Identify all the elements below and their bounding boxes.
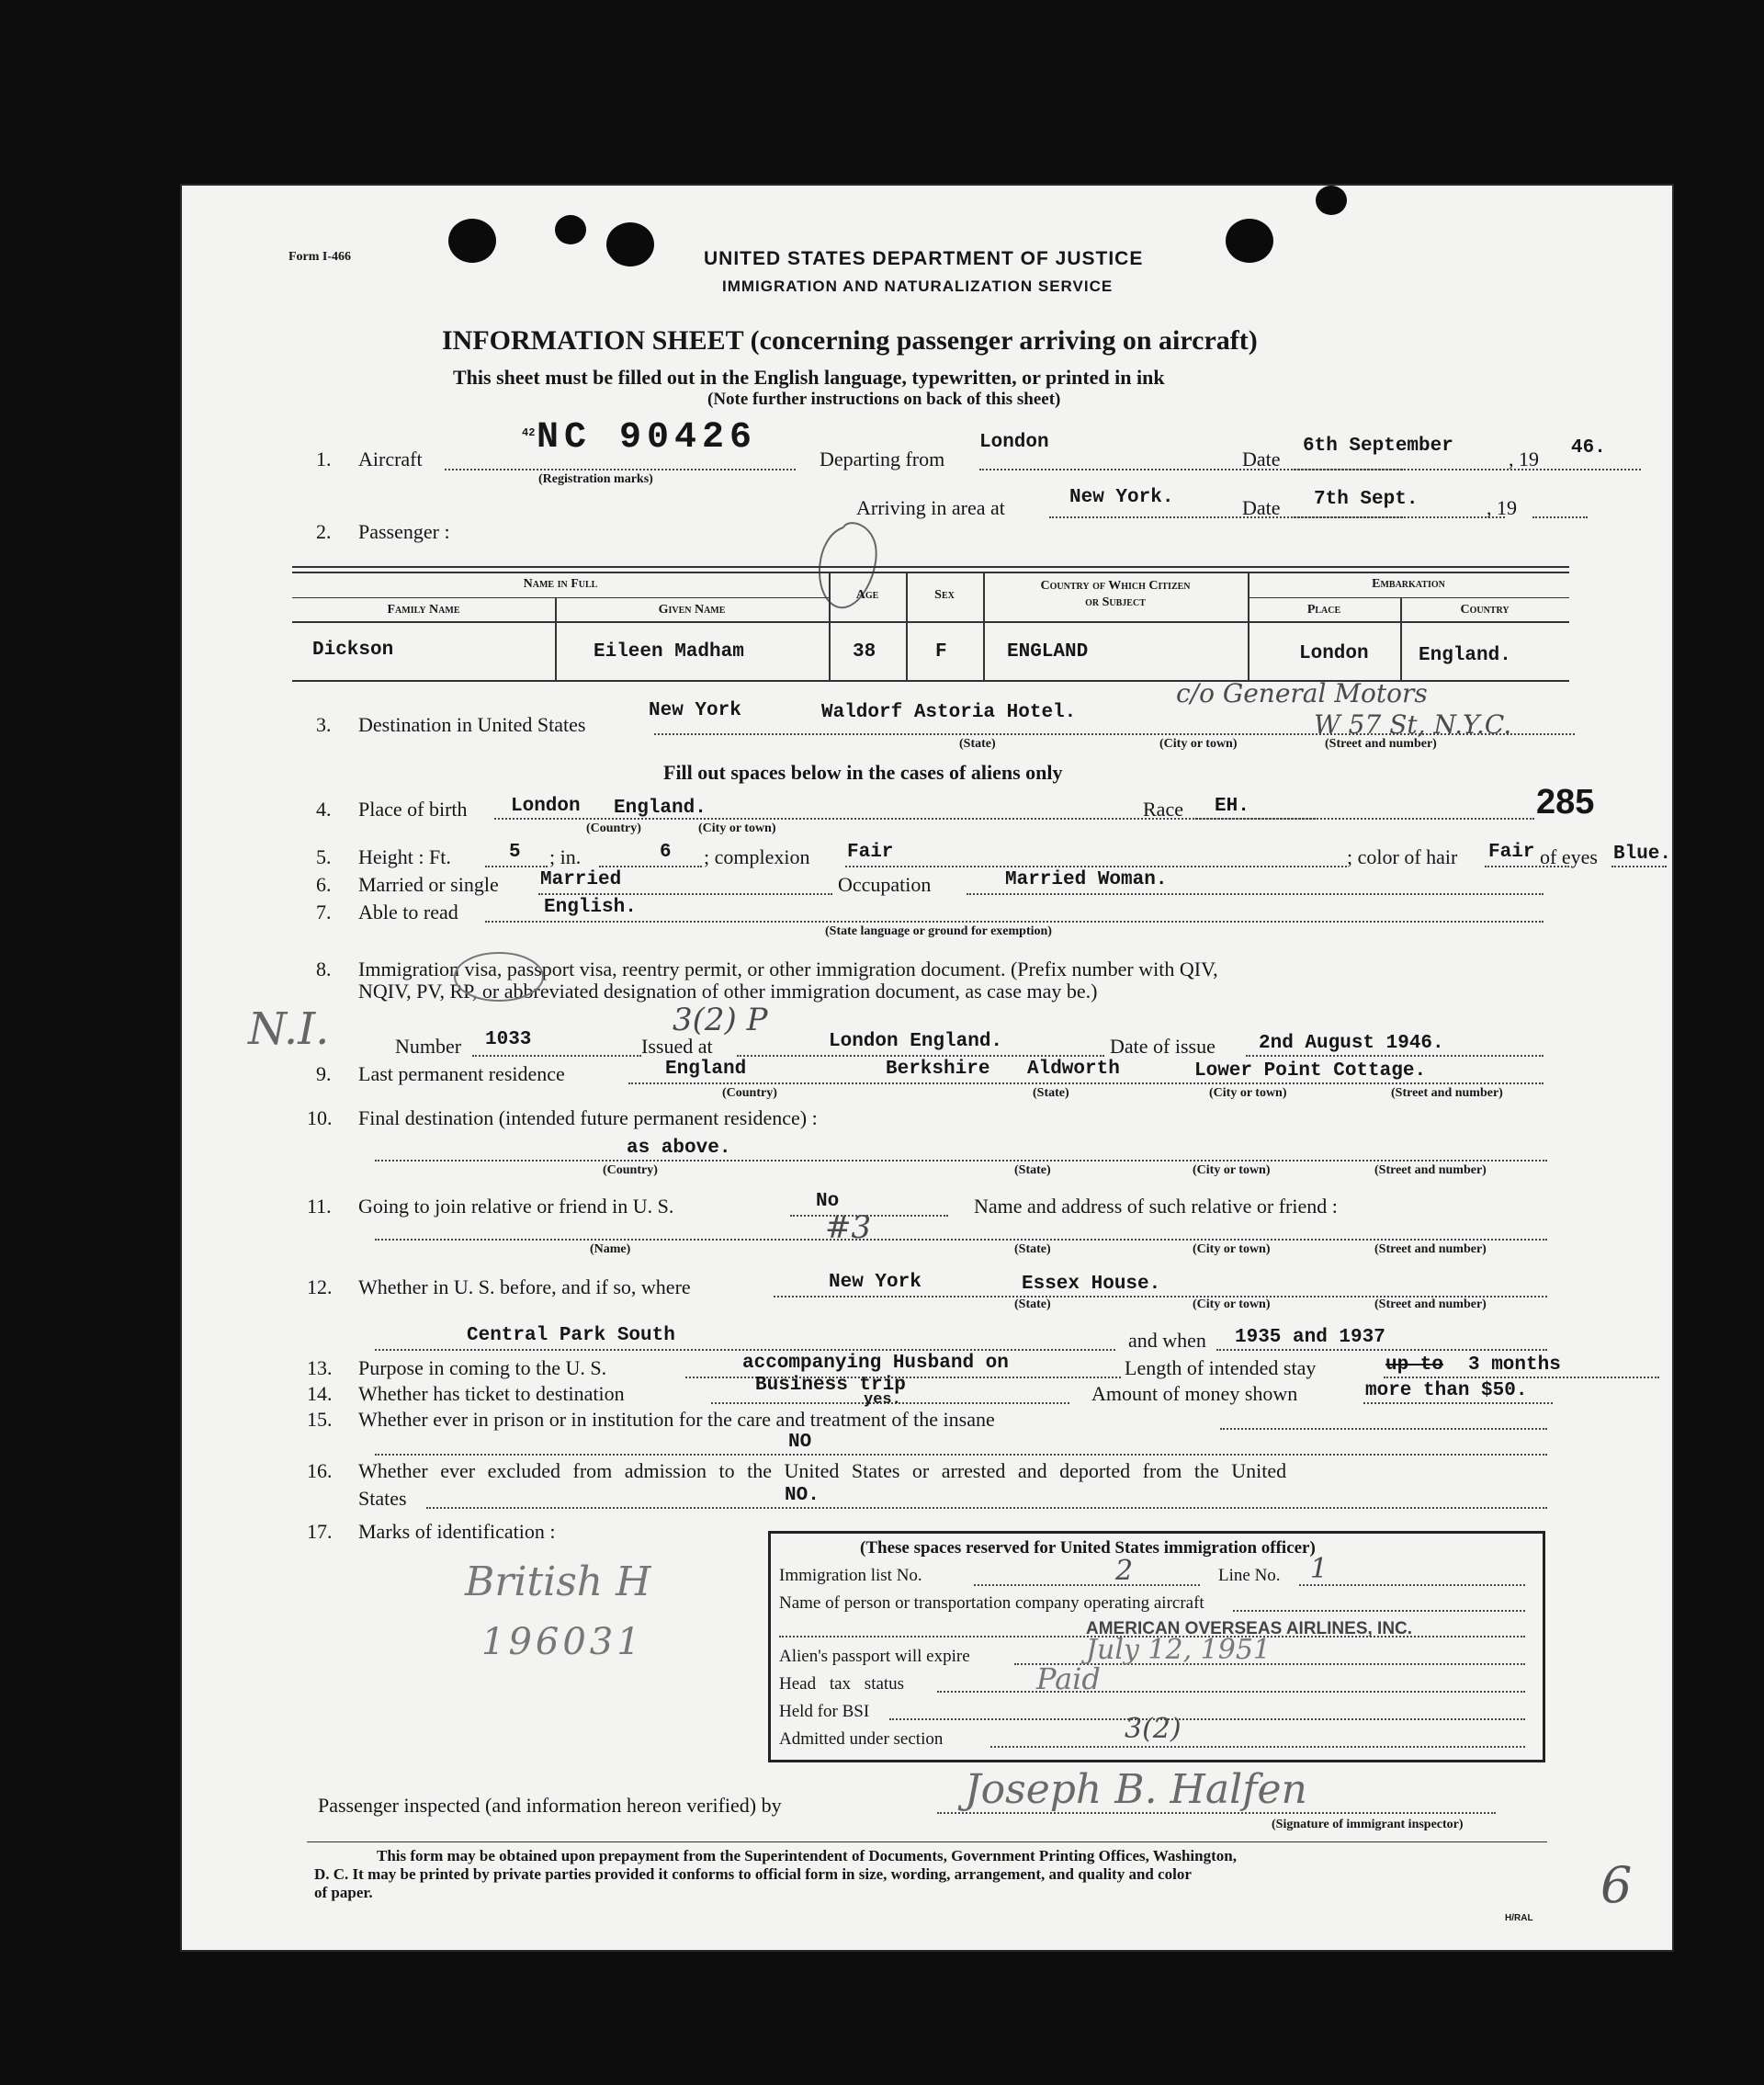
residence-city: Aldworth	[1027, 1059, 1120, 1080]
read-caption: (State language or ground for exemption)	[825, 924, 1052, 938]
height-in-value: 6	[660, 842, 672, 863]
city-caption: (City or town)	[1193, 1242, 1271, 1256]
when-line	[1216, 1349, 1547, 1351]
join-relative-value: No	[816, 1191, 840, 1212]
ticket-label: Whether has ticket to destination	[358, 1382, 625, 1405]
visa-text-1: Immigration visa, passport visa, reentry permit, or other immigration document. (Prefix number with QIV,	[358, 958, 1218, 980]
race-label: Race	[1143, 798, 1183, 821]
item-number: 2.	[316, 520, 332, 543]
passport-expire-value: July 12, 1951	[1086, 1634, 1272, 1666]
arriving-label: Arriving in area at	[856, 496, 1005, 519]
street-caption: (Street and number)	[1325, 737, 1437, 751]
previous-visit-street: Central Park South	[467, 1325, 675, 1346]
item-number: 14.	[307, 1382, 333, 1405]
stay-line	[1384, 1377, 1659, 1378]
item-number: 1.	[316, 448, 332, 470]
marital-value: Married	[540, 869, 622, 890]
street-caption: (Street and number)	[1374, 1163, 1487, 1177]
race-value: EH.	[1215, 796, 1250, 817]
relative-address-line	[375, 1239, 1547, 1241]
race-line	[1193, 818, 1534, 820]
height-in-label: ; in.	[549, 845, 582, 868]
visa-text-2: NQIV, PV, RP, or abbreviated designation of other immigration document, as case may be.)	[358, 980, 1098, 1003]
punch-hole	[448, 219, 496, 263]
footer-text-1: This form may be obtained upon prepayment from the Superintendent of Documents, Government Printing Offices, Washington,	[377, 1847, 1237, 1864]
birth-place-label: Place of birth	[358, 798, 468, 821]
sex-cell: F	[935, 641, 947, 663]
residence-country: England	[665, 1059, 747, 1080]
departing-value: London	[979, 432, 1049, 453]
citizenship-header-2: or Subject	[1085, 595, 1146, 609]
residence-state: Berkshire	[886, 1059, 990, 1080]
occupation-label: Occupation	[838, 873, 932, 896]
state-caption: (State)	[959, 737, 996, 751]
item-number: 10.	[307, 1106, 333, 1129]
city-caption: (City or town)	[698, 822, 776, 835]
handwritten-oval-mark	[448, 945, 549, 1009]
read-value: English.	[544, 897, 637, 918]
sex-header: Sex	[934, 588, 955, 602]
year-prefix: , 19	[1509, 448, 1539, 470]
item-number: 8.	[316, 958, 332, 980]
citizenship-header: Country of Which Citizen	[1040, 579, 1191, 593]
admitted-section-line	[990, 1746, 1525, 1748]
embarkation-header: Embarkation	[1372, 577, 1445, 591]
date-label: Date	[1242, 448, 1281, 470]
hair-label: ; color of hair	[1347, 845, 1458, 868]
excluded-line	[426, 1507, 1547, 1509]
state-caption: (State)	[1014, 1242, 1051, 1256]
identification-number-handwritten: 196031	[481, 1621, 644, 1663]
complexion-value: Fair	[847, 842, 894, 863]
stay-value: 3 months	[1468, 1354, 1561, 1376]
aircraft-value: NC 90426	[537, 417, 758, 459]
city-caption: (City or town)	[1209, 1086, 1287, 1100]
read-label: Able to read	[358, 901, 458, 924]
age-header: Age	[855, 588, 879, 602]
family-name-header: Family Name	[387, 603, 460, 617]
arriving-value: New York.	[1069, 487, 1174, 508]
name-in-full-header: Name in Full	[523, 577, 598, 591]
issue-date-line	[1246, 1055, 1544, 1057]
relative-handwritten-mark: #3	[825, 1209, 872, 1246]
given-name-cell: Eileen Madham	[594, 641, 744, 663]
date2-value: 7th Sept.	[1314, 489, 1419, 510]
footer-rule	[307, 1841, 1547, 1842]
money-value: more than $50.	[1365, 1380, 1528, 1401]
head-tax-label: Head tax status	[779, 1674, 905, 1694]
name-caption: (Name)	[590, 1242, 631, 1256]
list-no-line	[974, 1584, 1200, 1586]
previous-visit-city: Essex House.	[1022, 1274, 1161, 1295]
prison-value: NO	[788, 1432, 812, 1453]
inspector-signature: Joseph B. Halfen	[965, 1766, 1307, 1813]
relative-name-label: Name and address of such relative or friend :	[974, 1195, 1338, 1218]
money-line	[1363, 1402, 1553, 1404]
item-number: 15.	[307, 1408, 333, 1431]
citizen-cell: ENGLAND	[1007, 641, 1089, 663]
issue-date-label: Date of issue	[1110, 1035, 1216, 1058]
family-name-cell: Dickson	[312, 640, 394, 661]
item-number: 17.	[307, 1520, 333, 1543]
signature-caption: (Signature of immigrant inspector)	[1272, 1818, 1464, 1831]
item-number: 16.	[307, 1459, 333, 1482]
form-number: Form I-466	[288, 250, 352, 264]
registration-caption: (Registration marks)	[538, 472, 653, 486]
excluded-label: Whether ever excluded from admission to the United States or arrested and deported from the United	[358, 1459, 1287, 1482]
item-number: 7.	[316, 901, 332, 924]
item-number: 5.	[316, 845, 332, 868]
read-line	[485, 921, 1544, 923]
previous-visit-state: New York	[829, 1272, 922, 1293]
height-label: Height : Ft.	[358, 845, 451, 868]
punch-hole	[1316, 186, 1347, 215]
purpose-value: accompanying Husband on	[742, 1353, 1009, 1374]
year2-line	[1532, 516, 1588, 518]
stamped-number: 285	[1536, 783, 1595, 822]
embark-country-cell: England.	[1419, 645, 1511, 666]
height-ft-line	[485, 866, 548, 867]
footer-text-2: D. C. It may be printed by private parties provided it conforms to official form in size, wording, arrangement, and quality and color	[314, 1865, 1192, 1883]
item-number: 11.	[307, 1195, 332, 1218]
item-number: 9.	[316, 1062, 332, 1085]
issued-value: London England.	[829, 1031, 1003, 1052]
issue-date-value: 2nd August 1946.	[1259, 1033, 1444, 1054]
final-destination-label: Final destination (intended future permanent residence) :	[358, 1106, 818, 1129]
date2-label: Date	[1242, 496, 1281, 519]
final-destination-value: as above.	[627, 1138, 731, 1159]
margin-handwritten-note: N.I.	[248, 1003, 330, 1055]
aircraft-label: Aircraft	[358, 448, 423, 470]
street-caption: (Street and number)	[1374, 1297, 1487, 1311]
identification-label: Marks of identification :	[358, 1520, 556, 1543]
departing-label: Departing from	[820, 448, 945, 470]
final-destination-line	[375, 1160, 1547, 1161]
street-caption: (Street and number)	[1391, 1086, 1503, 1100]
date2-line	[1294, 516, 1505, 518]
excluded-label-2: States	[358, 1487, 407, 1510]
punch-hole	[606, 222, 654, 266]
list-no-label: Immigration list No.	[779, 1566, 922, 1585]
passenger-label: Passenger :	[358, 520, 450, 543]
line-no-line	[1299, 1584, 1525, 1586]
age-cell: 38	[853, 641, 876, 663]
country-caption: (Country)	[603, 1163, 658, 1177]
embark-place-cell: London	[1299, 643, 1369, 664]
aircraft-line	[445, 469, 796, 470]
punch-hole	[555, 215, 586, 244]
eyes-label: of eyes	[1540, 845, 1598, 868]
form-instruction: This sheet must be filled out in the English language, typewritten, or printed in ink	[453, 366, 1165, 389]
company-stamp: AMERICAN OVERSEAS AIRLINES, INC.	[1086, 1619, 1413, 1638]
city-caption: (City or town)	[1193, 1297, 1271, 1311]
ticket-value-above: Business trip	[755, 1375, 906, 1396]
purpose-label: Purpose in coming to the U. S.	[358, 1356, 607, 1379]
list-no-value: 2	[1115, 1555, 1134, 1587]
item-number: 4.	[316, 798, 332, 821]
eyes-value: Blue.	[1613, 844, 1672, 865]
excluded-value: NO.	[785, 1485, 820, 1506]
residence-street: Lower Point Cottage.	[1194, 1060, 1427, 1082]
occupation-line	[967, 893, 1544, 895]
service-name: IMMIGRATION AND NATURALIZATION SERVICE	[722, 278, 1114, 295]
when-label: and when	[1128, 1329, 1206, 1352]
destination-street-handwritten: c/o General Motors	[1176, 678, 1428, 708]
item-number: 12.	[307, 1275, 333, 1298]
country-caption: (Country)	[586, 822, 641, 835]
company-label: Name of person or transportation company operating aircraft	[779, 1593, 1204, 1613]
aliens-heading: Fill out spaces below in the cases of aliens only	[663, 761, 1063, 784]
prison-answer-line	[375, 1454, 1547, 1456]
identification-handwritten: British H	[465, 1558, 651, 1605]
form-note: (Note further instructions on back of this sheet)	[707, 390, 1061, 409]
marital-line	[538, 893, 832, 895]
embark-place-header: Place	[1306, 603, 1341, 617]
bsi-label: Held for BSI	[779, 1702, 870, 1721]
prison-label: Whether ever in prison or in institution for the care and treatment of the insane	[358, 1408, 995, 1431]
height-ft-value: 5	[509, 842, 521, 863]
line-no-label: Line No.	[1218, 1566, 1281, 1585]
page-number-handwritten: 6	[1600, 1856, 1633, 1914]
hair-value: Fair	[1488, 842, 1535, 863]
table-rule	[292, 566, 1569, 568]
footer-text-3: of paper.	[314, 1884, 373, 1901]
table-rule	[292, 621, 1569, 623]
state-caption: (State)	[1033, 1086, 1069, 1100]
item-number: 3.	[316, 713, 332, 736]
line-no-value: 1	[1310, 1553, 1329, 1585]
date-line	[1294, 469, 1641, 470]
country-caption: (Country)	[722, 1086, 777, 1100]
visa-number-label: Number	[395, 1035, 462, 1058]
passport-expire-label: Alien's passport will expire	[779, 1647, 970, 1666]
occupation-value: Married Woman.	[1005, 869, 1168, 890]
destination-city: Waldorf Astoria Hotel.	[821, 702, 1077, 723]
admitted-section-label: Admitted under section	[779, 1729, 944, 1749]
form-title: INFORMATION SHEET (concerning passenger arriving on aircraft)	[442, 325, 1258, 356]
state-caption: (State)	[1014, 1297, 1051, 1311]
city-caption: (City or town)	[1159, 737, 1238, 751]
stay-label: Length of intended stay	[1125, 1356, 1317, 1379]
bsi-line	[889, 1718, 1525, 1720]
eyes-line	[1611, 866, 1667, 867]
inspection-label: Passenger inspected (and information hereon verified) by	[318, 1794, 782, 1817]
birth-country: London	[511, 796, 581, 817]
visa-number-value: 1033	[485, 1029, 532, 1050]
table-rule	[292, 572, 1569, 573]
residence-line	[628, 1082, 1544, 1084]
admitted-section-value: 3(2)	[1125, 1713, 1182, 1745]
previous-visit-street-line	[375, 1349, 1115, 1351]
year-value: 46.	[1571, 437, 1606, 459]
printer-code: H/RAL	[1505, 1913, 1533, 1923]
visa-number-line	[472, 1055, 641, 1057]
embark-country-header: Country	[1460, 603, 1510, 617]
issued-label: Issued at	[641, 1035, 713, 1058]
when-value: 1935 and 1937	[1235, 1327, 1385, 1348]
street-caption: (Street and number)	[1374, 1242, 1487, 1256]
officer-box-heading: (These spaces reserved for United States immigration officer)	[860, 1538, 1316, 1558]
item-number: 6.	[316, 873, 332, 896]
prison-line	[1220, 1428, 1547, 1430]
destination-street-handwritten-2: W 57 St, N.Y.C.	[1314, 709, 1512, 740]
item-number: 13.	[307, 1356, 333, 1379]
company-line	[1233, 1610, 1525, 1612]
money-label: Amount of money shown	[1091, 1382, 1298, 1405]
date-value: 6th September	[1303, 436, 1453, 457]
city-caption: (City or town)	[1193, 1163, 1271, 1177]
ticket-value: yes.	[864, 1391, 901, 1409]
join-relative-label: Going to join relative or friend in U. S.	[358, 1195, 674, 1218]
stay-struck-value: up to	[1385, 1354, 1444, 1376]
year2-prefix: , 19	[1487, 496, 1517, 519]
form-sheet	[182, 186, 1672, 1950]
marital-label: Married or single	[358, 873, 499, 896]
residence-label: Last permanent residence	[358, 1062, 565, 1085]
height-in-line	[599, 866, 702, 867]
birth-city: England.	[614, 798, 707, 819]
visa-section-handwritten: 3(2) P	[673, 1002, 768, 1038]
destination-state: New York	[649, 700, 741, 721]
destination-label: Destination in United States	[358, 713, 586, 736]
given-name-header: Given Name	[658, 603, 726, 617]
head-tax-value: Paid	[1036, 1661, 1101, 1696]
state-caption: (State)	[1014, 1163, 1051, 1177]
aircraft-prefix: 42	[522, 426, 536, 439]
table-rule	[1248, 597, 1569, 598]
complexion-label: ; complexion	[704, 845, 810, 868]
table-rule	[292, 597, 829, 598]
head-tax-line	[937, 1691, 1525, 1693]
issued-line	[737, 1055, 1104, 1057]
punch-hole	[1226, 219, 1273, 263]
complexion-line	[845, 866, 1347, 867]
department-name: UNITED STATES DEPARTMENT OF JUSTICE	[704, 248, 1144, 269]
previous-visit-label: Whether in U. S. before, and if so, where	[358, 1275, 691, 1298]
